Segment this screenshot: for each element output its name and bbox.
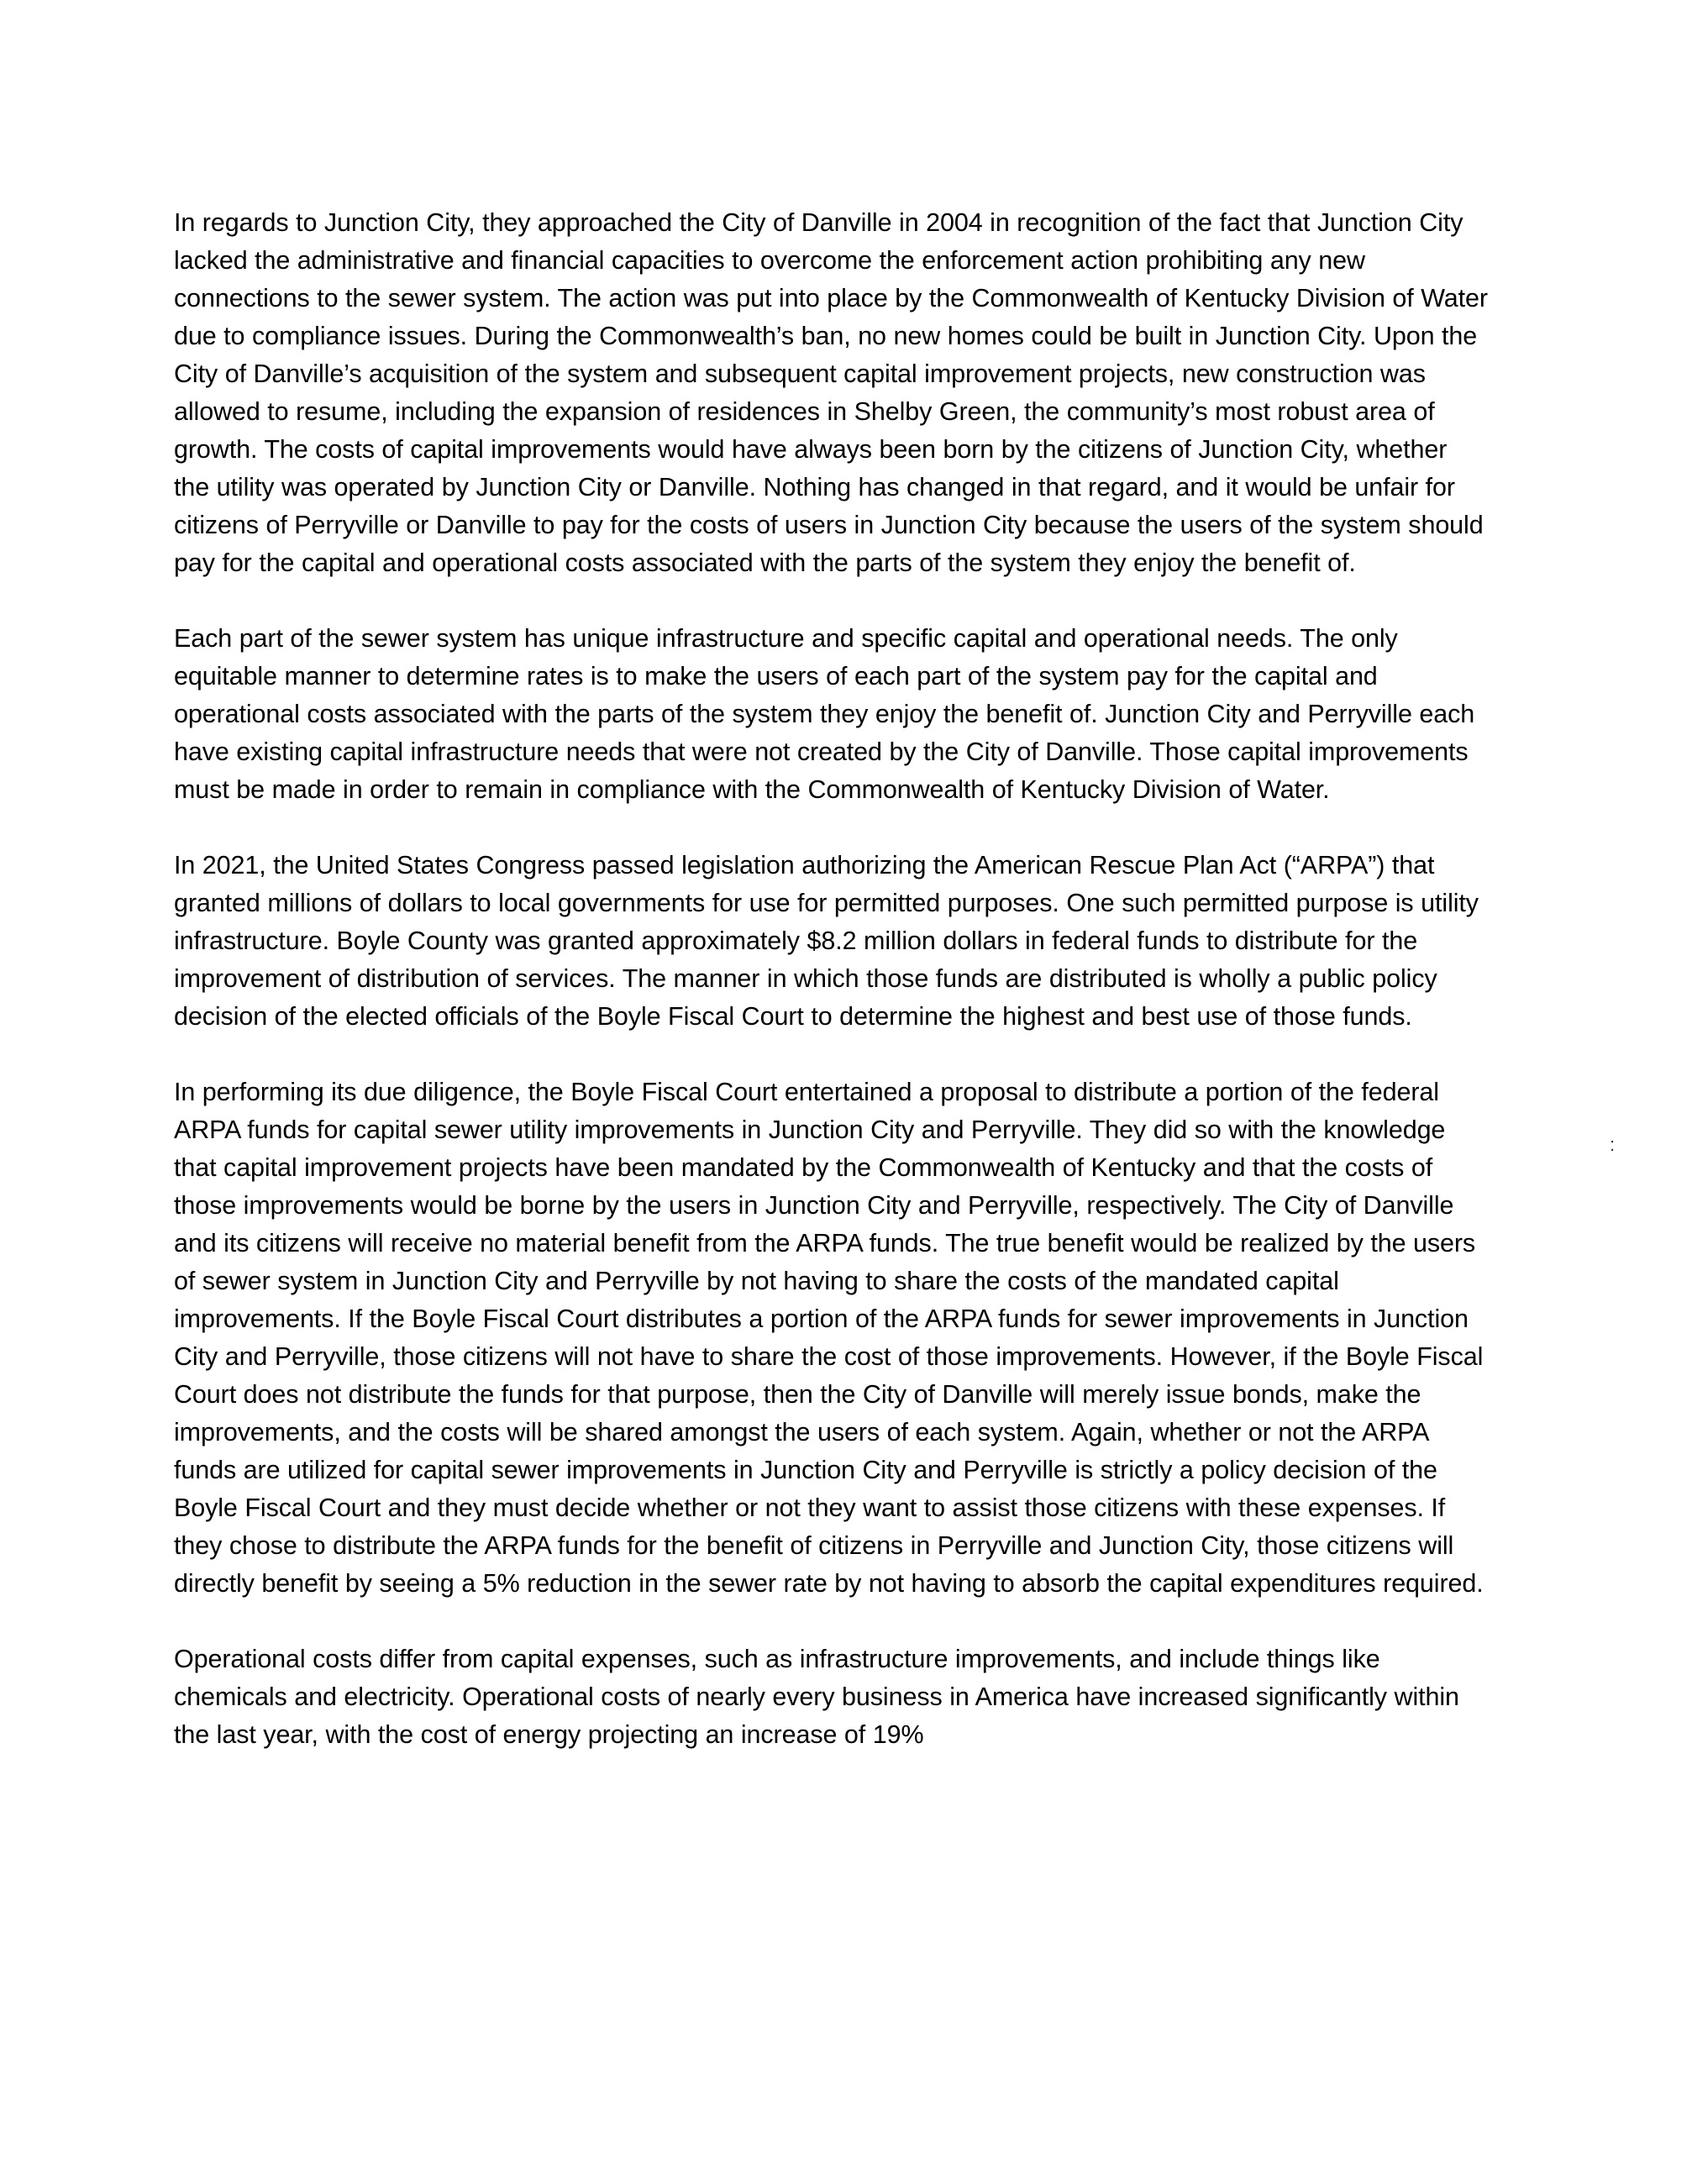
paragraph-fiscal-court-due-diligence: In performing its due diligence, the Boyle Fiscal Court entertained a proposal to distribute a portion of the federal ARPA funds for capital sewer utility improvements in Junction City and Perryville. They did so with the knowledge that capital improvement projects have been mandated by the Commonwealth of Kentucky and that the costs of those improvements would be borne by the users in Junction City and Perryville, respectively. The City of Danville and its citizens will receive no material benefit from the ARPA funds. The true benefit would be realized by the users of sewer system in Junction City and Perryville by not having to share the costs of the mandated capital improvements. If the Boyle Fiscal Court distributes a portion of the ARPA funds for sewer improvements in Junction City and Perryville, those citizens will not have to share the cost of those improvements. However, if the Boyle Fiscal Court does not distribute the funds for that purpose, then the City of Danville will merely issue bonds, make the improvements, and the costs will be shared amongst the users of each system. Again, whether or not the ARPA funds are utilized for capital sewer improvements in Junction City and Perryville is strictly a policy decision of the Boyle Fiscal Court and they must decide whether or not they want to assist those citizens with these expenses. If they chose to distribute the ARPA funds for the benefit of citizens in Perryville and Junction City, those citizens will directly benefit by seeing a 5% reduction in the sewer rate by not having to absorb the capital expenditures required.	[174, 1078, 1484, 1598]
document-body	[174, 204, 1489, 1754]
scan-artifact-speck: :	[1610, 1134, 1616, 1155]
paragraph-operational-costs: Operational costs differ from capital expenses, such as infrastructure improvements, and include things like chemicals and electricity. Operational costs of nearly every business in America have increased significantly within the last year, with the cost of energy projecting an increase of 19%	[174, 1645, 1459, 1749]
paragraph-equitable-rate-structure: Each part of the sewer system has unique infrastructure and specific capital and operational needs. The only equitable manner to determine rates is to make the users of each part of the system pay for the capital and operational costs associated with the parts of the system they enjoy the benefit of. Junction City and Perryville each have existing capital infrastructure needs that were not created by the City of Danville. Those capital improvements must be made in order to remain in compliance with the Commonwealth of Kentucky Division of Water.	[174, 624, 1475, 804]
paragraph-junction-city-history: In regards to Junction City, they approached the City of Danville in 2004 in recognition of the fact that Junction City lacked the administrative and financial capacities to overcome the enforcement action prohibiting any new connections to the sewer system. The action was put into place by the Commonwealth of Kentucky Division of Water due to compliance issues. During the Commonwealth’s ban, no new homes could be built in Junction City. Upon the City of Danville’s acquisition of the system and subsequent capital improvement projects, new construction was allowed to resume, including the expansion of residences in Shelby Green, the community’s most robust area of growth. The costs of capital improvements would have always been born by the citizens of Junction City, whether the utility was operated by Junction City or Danville. Nothing has changed in that regard, and it would be unfair for citizens of Perryville or Danville to pay for the costs of users in Junction City because the users of the system should pay for the capital and operational costs associated with the parts of the system they enjoy the benefit of.	[174, 208, 1488, 577]
paragraph-arpa-legislation: In 2021, the United States Congress passed legislation authorizing the American Rescue Plan Act (“ARPA”) that granted millions of dollars to local governments for use for permitted purposes. One such permitted purpose is utility infrastructure. Boyle County was granted approximately $8.2 million dollars in federal funds to distribute for the improvement of distribution of services. The manner in which those funds are distributed is wholly a public policy decision of the elected officials of the Boyle Fiscal Court to determine the highest and best use of those funds.	[174, 851, 1479, 1031]
